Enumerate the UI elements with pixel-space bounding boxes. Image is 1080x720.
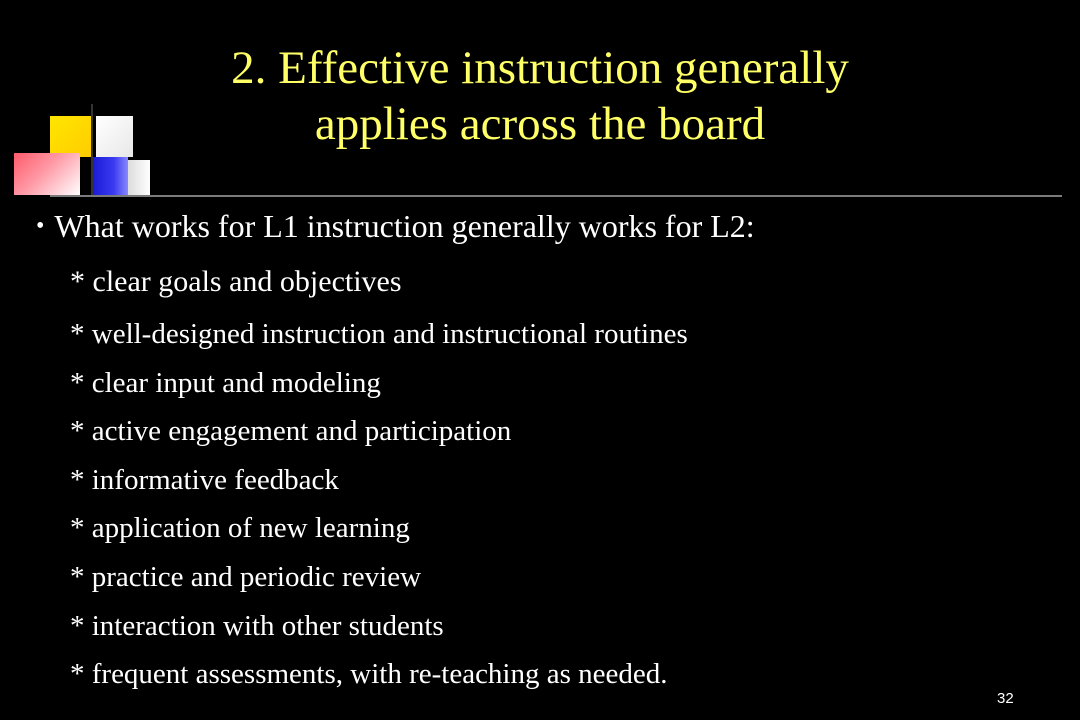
title-divider-line	[50, 195, 1062, 197]
list-item: * clear input and modeling	[70, 366, 381, 399]
list-item: * practice and periodic review	[70, 560, 422, 593]
decorative-yellow-square	[50, 116, 91, 157]
page-number: 32	[997, 690, 1014, 707]
title-line-2: applies across the board	[314, 98, 766, 150]
decorative-blue-square	[92, 157, 128, 195]
list-item: * active engagement and participation	[70, 415, 512, 448]
slide-title	[110, 40, 970, 152]
list-item: * application of new learning	[70, 512, 410, 545]
title-line-1: 2. Effective instruction generally	[231, 42, 849, 94]
decorative-vertical-line	[91, 104, 93, 196]
main-bullet	[36, 207, 755, 249]
list-item: * clear goals and objectives	[70, 265, 402, 298]
list-item: * informative feedback	[70, 463, 339, 496]
sub-item-list	[70, 262, 688, 703]
list-item: * frequent assessments, with re-teaching as needed.	[70, 658, 668, 691]
decorative-light-square	[128, 160, 150, 195]
bullet-dot-icon: •	[36, 213, 45, 239]
list-item: * interaction with other students	[70, 609, 444, 642]
main-bullet-text: What works for L1 instruction generally works for L2:	[54, 208, 755, 244]
decorative-red-square	[14, 153, 80, 195]
list-item: * well-designed instruction and instructional routines	[70, 318, 688, 350]
